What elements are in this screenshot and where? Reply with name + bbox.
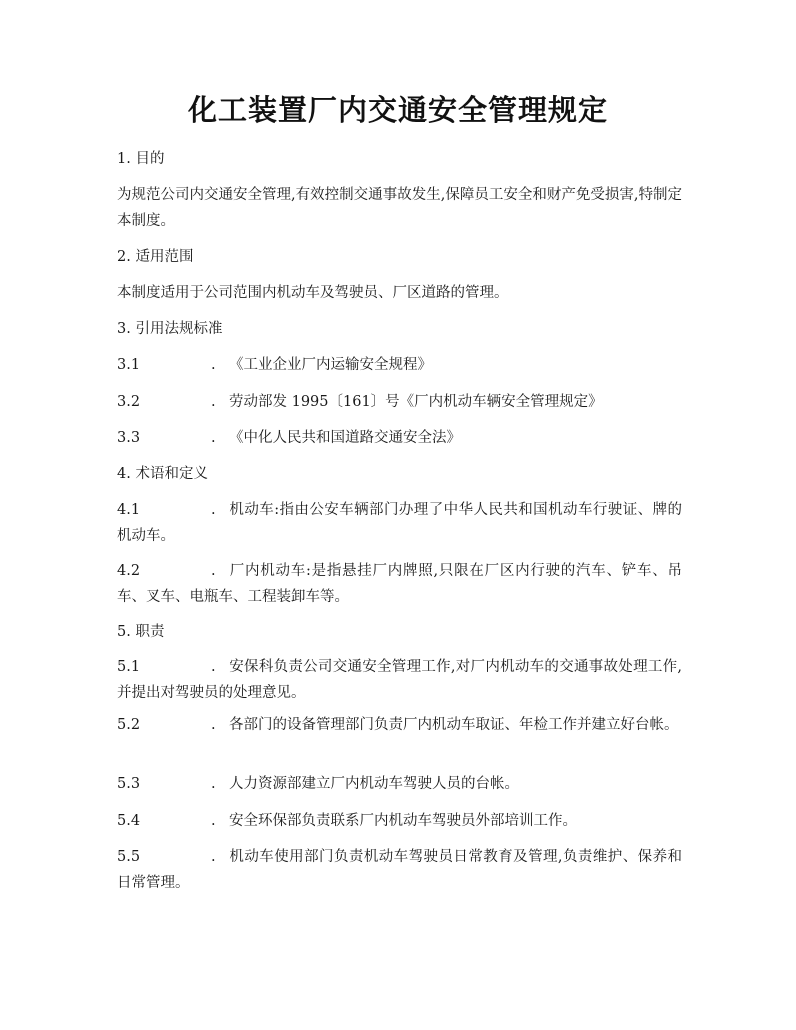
item-dot: . [211,502,216,518]
item-number: 3.2 [117,394,141,410]
list-item-responsibility [117,712,682,738]
list-item-definition [117,558,682,610]
list-item-responsibility [117,808,682,834]
item-number: 3.3 [117,430,141,446]
item-text: 《工业企业厂内运输安全规程》 [229,357,432,373]
item-number: 5.4 [117,813,141,829]
list-item-reference [117,352,682,378]
item-text: 《中化人民共和国道路交通安全法》 [229,430,461,446]
item-text: 机动车:指由公安车辆部门办理了中华人民共和国机动车行驶证、牌的机动车。 [117,502,682,544]
section-heading-scope: 2. 适用范围 [117,249,194,265]
item-text: 各部门的设备管理部门负责厂内机动车取证、年检工作并建立好台帐。 [229,717,679,733]
item-number: 5.1 [117,659,141,675]
section-heading-references: 3. 引用法规标准 [117,321,223,337]
item-dot: . [211,849,216,865]
item-text: 人力资源部建立厂内机动车驾驶人员的台帐。 [229,776,519,792]
item-text: 劳动部发 1995〔161〕号《厂内机动车辆安全管理规定》 [229,394,603,410]
section-heading-purpose: 1. 目的 [117,151,165,167]
section-heading-responsibilities: 5. 职责 [117,624,165,640]
list-item-responsibility [117,844,682,896]
list-item-responsibility [117,654,682,706]
document-title: 化工装置厂内交通安全管理规定 [187,93,608,127]
paragraph-scope: 本制度适用于公司范围内机动车及驾驶员、厂区道路的管理。 [117,285,509,301]
item-number: 5.2 [117,717,141,733]
item-dot: . [211,430,216,446]
item-number: 4.1 [117,502,141,518]
list-item-definition [117,497,682,549]
item-dot: . [211,813,216,829]
item-number: 3.1 [117,357,141,373]
item-number: 4.2 [117,563,141,579]
item-dot: . [211,357,216,373]
item-number: 5.3 [117,776,141,792]
item-text: 机动车使用部门负责机动车驾驶员日常教育及管理,负责维护、保养和日常管理。 [117,849,682,891]
item-dot: . [211,659,216,675]
section-heading-definitions: 4. 术语和定义 [117,466,208,482]
item-text: 安全环保部负责联系厂内机动车驾驶员外部培训工作。 [229,813,577,829]
list-item-reference [117,389,682,415]
list-item-responsibility [117,771,682,797]
list-item-reference [117,425,682,451]
item-text: 安保科负责公司交通安全管理工作,对厂内机动车的交通事故处理工作,并提出对驾驶员的处理意见。 [117,659,682,701]
paragraph-purpose: 为规范公司内交通安全管理,有效控制交通事故发生,保障员工安全和财产免受损害,特制定本制度。 [117,187,682,229]
item-dot: . [211,563,216,579]
item-text: 厂内机动车:是指悬挂厂内牌照,只限在厂区内行驶的汽车、铲车、吊车、叉车、电瓶车、工程装卸车等。 [117,563,682,605]
item-number: 5.5 [117,849,141,865]
item-dot: . [211,394,216,410]
item-dot: . [211,776,216,792]
item-dot: . [211,717,216,733]
